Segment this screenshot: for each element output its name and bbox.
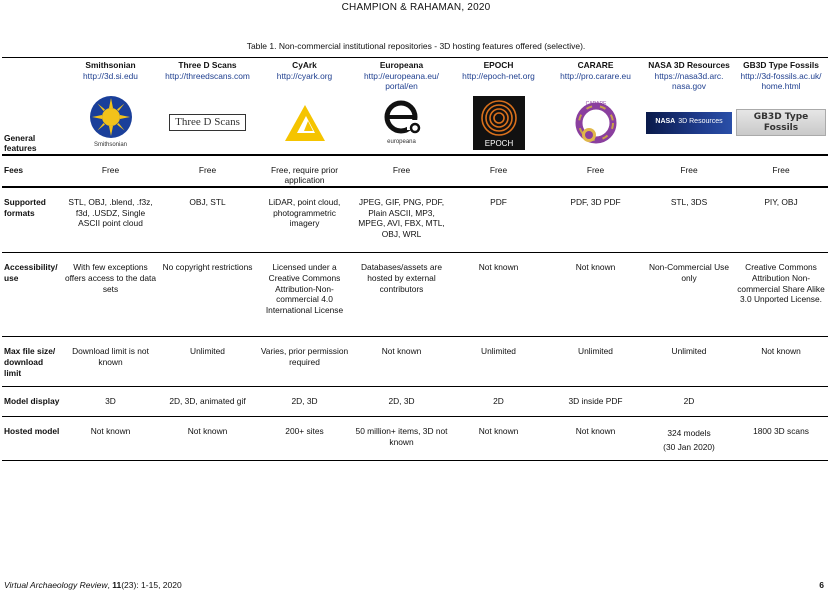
- cell: 3D: [62, 387, 159, 417]
- cell: Not known: [450, 417, 547, 461]
- cell: With few exceptions offers access to the data sets: [62, 253, 159, 337]
- url-link[interactable]: http://threedscans.com: [165, 70, 250, 81]
- carare-logo: [572, 97, 620, 149]
- cell: Free: [644, 155, 734, 187]
- cell: 2D, 3D: [256, 387, 353, 417]
- cell: Download limit is not known: [62, 337, 159, 387]
- repositories-table: [2, 57, 828, 461]
- running-head: CHAMPION & RAHAMAN, 2020: [341, 2, 491, 13]
- cell: 2D, 3D, animated gif: [159, 387, 256, 417]
- volume: 11: [112, 580, 122, 590]
- cell: PIY, OBJ: [734, 187, 828, 253]
- col-header-epoch: EPOCH http://epoch-net.org: [450, 58, 547, 92]
- cell: 2D: [644, 387, 734, 417]
- url-link[interactable]: http://europeana.eu/ portal/en: [364, 70, 439, 92]
- cell: Not known: [62, 417, 159, 461]
- table-row-max-file-size: Max file size/ download limit Download limit is not known Unlimited Varies, prior permission required Not known Unlimited Unlimited Unlimited Not known: [2, 337, 828, 387]
- epoch-logo: [473, 96, 525, 150]
- cell: 2D: [450, 387, 547, 417]
- url-link[interactable]: http://cyark.org: [276, 70, 333, 81]
- url-link[interactable]: http://epoch-net.org: [462, 70, 535, 81]
- cell: Not known: [450, 253, 547, 337]
- col-header-carare: CARARE http://pro.carare.eu: [547, 58, 644, 92]
- table-row-model-display: Model display 3D 2D, 3D, animated gif 2D, 3D 2D, 3D 2D 3D inside PDF 2D: [2, 387, 828, 417]
- issue-pages: (23): 1-15, 2020: [121, 580, 182, 590]
- table-row-fees: Fees Free Free Free, require prior application Free Free Free Free Free: [2, 155, 828, 187]
- cell: Free: [62, 155, 159, 187]
- url-link[interactable]: http://3d.si.edu: [83, 70, 138, 81]
- cell: Not known: [547, 417, 644, 461]
- table-row-hosted-model: Hosted model Not known Not known 200+ sites 50 million+ items, 3D not known Not known Not known 324 models (30 Jan 2020) 1800 3D scans: [2, 417, 828, 461]
- col-header-threedscans: Three D Scans http://threedscans.com: [159, 58, 256, 92]
- logo-row: [2, 92, 828, 155]
- table-row-formats: Supported formats STL, OBJ, .blend, .f3z, f3d, .USDZ, Single ASCII point cloud OBJ, STL LiDAR, point cloud, photogrammetric imagery JPEG, GIF, PNG, PDF, Plain ASCII, MP3, MPEG, AVI, FBX, MTL, OBJ, WRL PDF PDF, 3D PDF STL, 3DS PIY, OBJ: [2, 187, 828, 253]
- cell: 50 million+ items, 3D not known: [353, 417, 450, 461]
- column-header-row: [2, 58, 828, 92]
- col-header-cyark: CyArk http://cyark.org: [256, 58, 353, 92]
- cyark-logo: [283, 103, 327, 143]
- cell: Free, require prior application: [256, 155, 353, 187]
- cell: No copyright restrictions: [159, 253, 256, 337]
- svg-text:EPOCH: EPOCH: [484, 138, 513, 148]
- cell: 2D, 3D: [353, 387, 450, 417]
- cell: STL, 3DS: [644, 187, 734, 253]
- table-row-accessibility: Accessibility/ use With few exceptions offers access to the data sets No copyright restrictions Licensed under a Creative Commons Attribution-Non-commercial 4.0 International License Databases/assets are hosted by external contributors Not known Not known Non-Commercial Use only Creative Commons Attribution Non-commercial Share Alike 3.0 Unported License.: [2, 253, 828, 337]
- cell: Free: [450, 155, 547, 187]
- cell: PDF, 3D PDF: [547, 187, 644, 253]
- cell: 324 models (30 Jan 2020): [644, 417, 734, 461]
- cell: Databases/assets are hosted by external contributors: [353, 253, 450, 337]
- cell: Free: [353, 155, 450, 187]
- cell: Not known: [159, 417, 256, 461]
- cell: 1800 3D scans: [734, 417, 828, 461]
- cell: 200+ sites: [256, 417, 353, 461]
- smithsonian-logo: Smithsonian: [89, 95, 133, 150]
- table-caption: Table 1. Non-commercial institutional repositories - 3D hosting features offered (selective).: [246, 41, 586, 51]
- url-link[interactable]: http://pro.carare.eu: [560, 70, 631, 81]
- url-link[interactable]: https://nasa3d.arc. nasa.gov: [654, 70, 724, 92]
- journal-title: Virtual Archaeology Review: [4, 580, 108, 590]
- cell: 3D inside PDF: [547, 387, 644, 417]
- url-link[interactable]: http://3d-fossils.ac.uk/ home.html: [740, 70, 822, 92]
- general-features-label: General features: [4, 132, 37, 154]
- cell: Unlimited: [644, 337, 734, 387]
- journal-citation: Virtual Archaeology Review, 11(23): 1-15, 2020: [4, 580, 182, 590]
- col-header-nasa: NASA 3D Resources https://nasa3d.arc. nasa.gov: [644, 58, 734, 92]
- cell: Varies, prior permission required: [256, 337, 353, 387]
- cell: Unlimited: [159, 337, 256, 387]
- cell: Licensed under a Creative Commons Attribution-Non-commercial 4.0 International License: [256, 253, 353, 337]
- cell: Creative Commons Attribution Non-commercial Share Alike 3.0 Unported License.: [734, 253, 828, 337]
- cell: Not known: [353, 337, 450, 387]
- col-header-europeana: Europeana http://europeana.eu/ portal/en: [353, 58, 450, 92]
- nasa-3d-resources-logo: NASA 3D Resources: [646, 112, 732, 134]
- europeana-logo: europeana: [381, 98, 423, 148]
- corner-cell: [2, 58, 62, 92]
- page-number: 6: [819, 580, 824, 590]
- svg-text:CARARE: CARARE: [585, 100, 606, 107]
- cell: Unlimited: [450, 337, 547, 387]
- cell: LiDAR, point cloud, photogrammetric imagery: [256, 187, 353, 253]
- cell: Non-Commercial Use only: [644, 253, 734, 337]
- cell: STL, OBJ, .blend, .f3z, f3d, .USDZ, Single ASCII point cloud: [62, 187, 159, 253]
- col-header-gb3d: GB3D Type Fossils http://3d-fossils.ac.uk/ home.html: [734, 58, 828, 92]
- nasa-date: (30 Jan 2020): [663, 442, 715, 453]
- cell: Not known: [547, 253, 644, 337]
- cell: Free: [734, 155, 828, 187]
- cell: Free: [547, 155, 644, 187]
- col-header-smithsonian: Smithsonian http://3d.si.edu: [62, 58, 159, 92]
- cell: JPEG, GIF, PNG, PDF, Plain ASCII, MP3, MPEG, AVI, FBX, MTL, OBJ, WRL: [353, 187, 450, 253]
- cell: OBJ, STL: [159, 187, 256, 253]
- cell: [734, 387, 828, 417]
- cell: Unlimited: [547, 337, 644, 387]
- gb3d-logo: GB3D Type Fossils: [736, 109, 826, 136]
- cell: PDF: [450, 187, 547, 253]
- threedscans-logo: Three D Scans: [169, 114, 246, 131]
- cell: Not known: [734, 337, 828, 387]
- cell: Free: [159, 155, 256, 187]
